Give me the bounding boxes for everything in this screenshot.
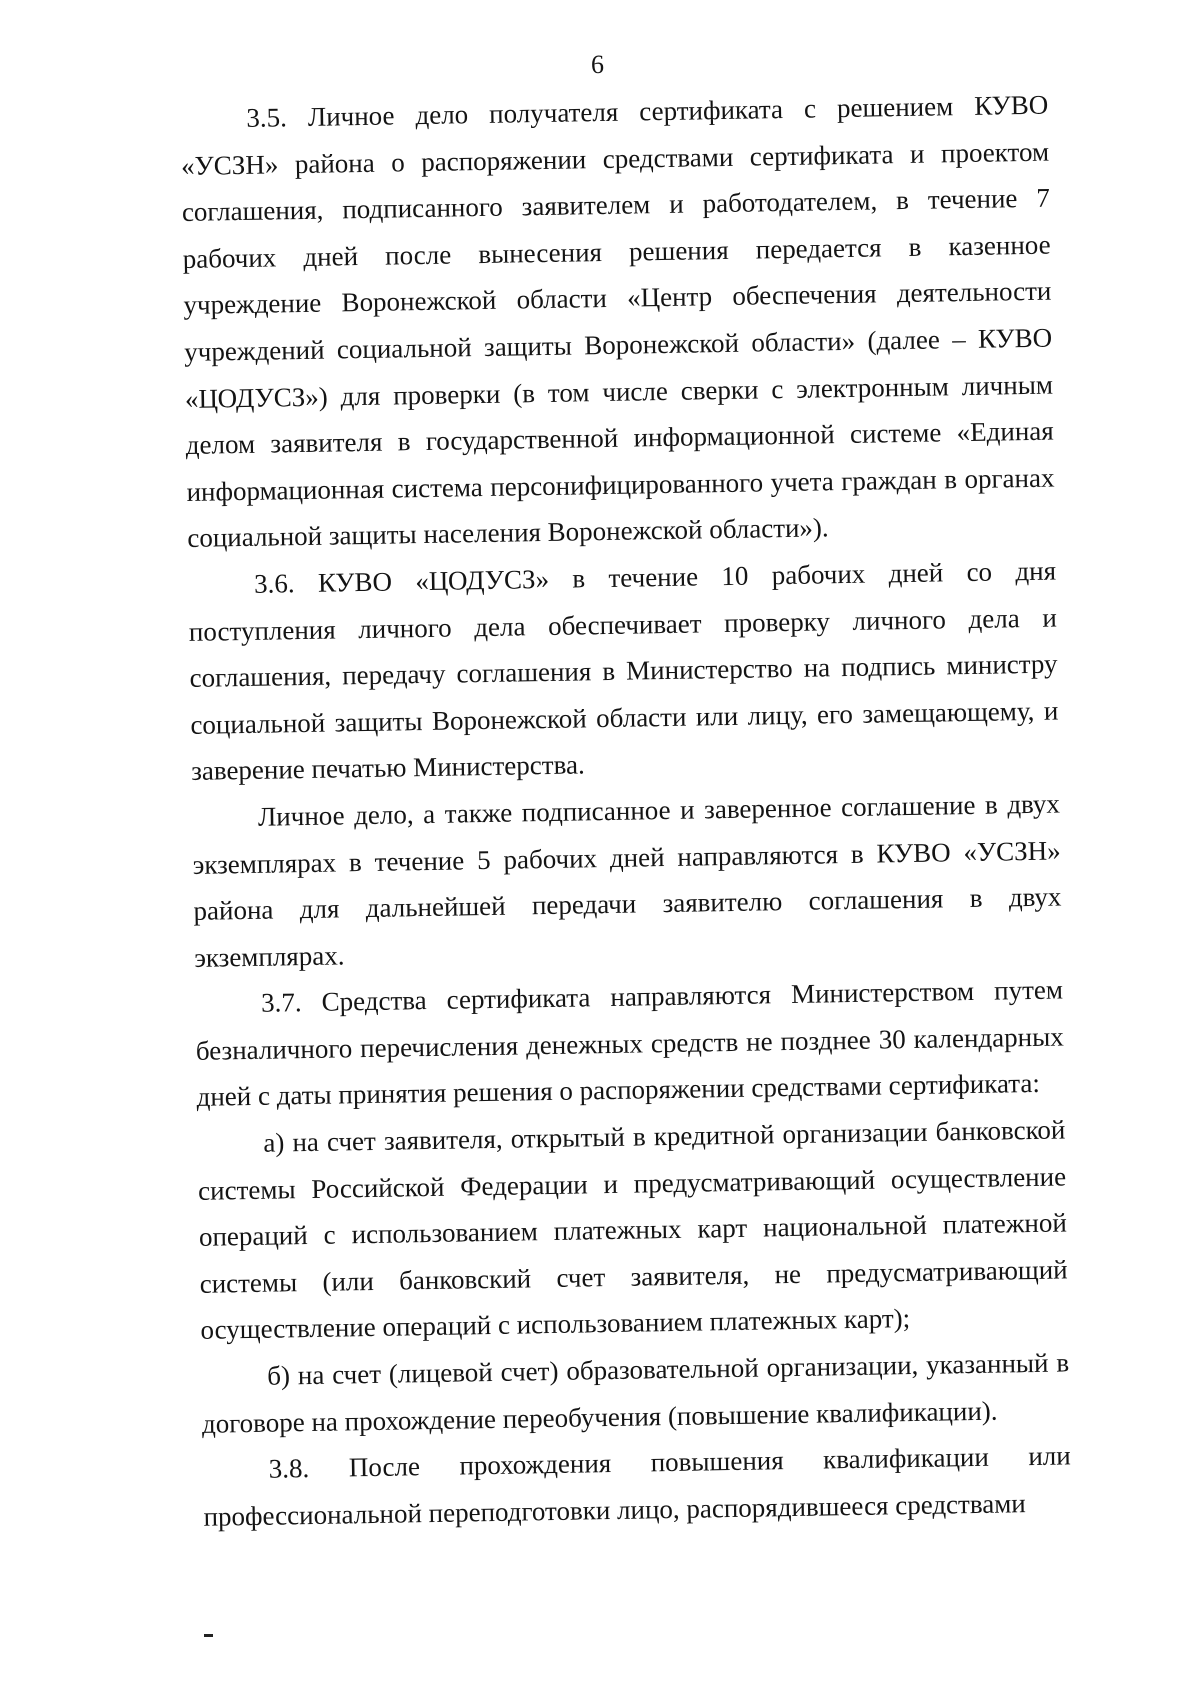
- scan-artifact-mark: [204, 1634, 213, 1637]
- paragraph-3-6: 3.6. КУВО «ЦОДУСЗ» в течение 10 рабочих дней со дня поступления личного дела обеспечивает проверку личного дела и соглашения, передачу соглашения в Министерство на подпись министру социальной защиты Воронежской области или лицу, его замещающему, и заверение печатью Министерства.: [188, 555, 1059, 787]
- paragraph-3-7-item-b: б) на счет (лицевой счет) образовательной организации, указанный в договоре на прохождение переобучения (повышение квалификации).: [201, 1347, 1070, 1439]
- paragraph-3-8: 3.8. После прохождения повышения квалификации или профессиональной переподготовки лицо, распорядившееся средствами: [203, 1440, 1071, 1532]
- paragraph-3-6-continuation: Личное дело, а также подписанное и заверенное соглашение в двух экземплярах в течение 5 рабочих дней направляются в КУВО «УСЗН» района для дальнейшей передачи заявителю соглашения в двух экземплярах.: [192, 788, 1062, 973]
- paragraph-3-5: 3.5. Личное дело получателя сертификата с решением КУВО «УСЗН» района о распоряжении средствами сертификата и проектом соглашения, подписанного заявителем и работодателем, в течение 7 рабочих дней после вынесения решения передается в казенное учреждение Воронежской области «Центр обеспечения деятельности учреждений социальной защиты Воронежской области» (далее – КУВО «ЦОДУСЗ») для проверки (в том числе сверки с электронным личным делом заявителя в государственной информационной системе «Единая информационная система персонифицированного учета граждан в органах социальной защиты населения Воронежской области»).: [180, 89, 1055, 554]
- page-number: 6: [591, 50, 604, 79]
- paragraph-3-7: 3.7. Средства сертификата направляются Министерством путем безналичного перечисления денежных средств не позднее 30 календарных дней с даты принятия решения о распоряжении средствами сертификата:: [195, 974, 1064, 1113]
- document-body: [180, 82, 1072, 1541]
- paragraph-3-7-item-a: а) на счет заявителя, открытый в кредитной организации банковской системы Российской Федерации и предусматривающий осуществление операций с использованием платежных карт национальной платежной системы (или банковский счет заявителя, не предусматривающий осуществление операций с использованием платежных карт);: [197, 1114, 1068, 1346]
